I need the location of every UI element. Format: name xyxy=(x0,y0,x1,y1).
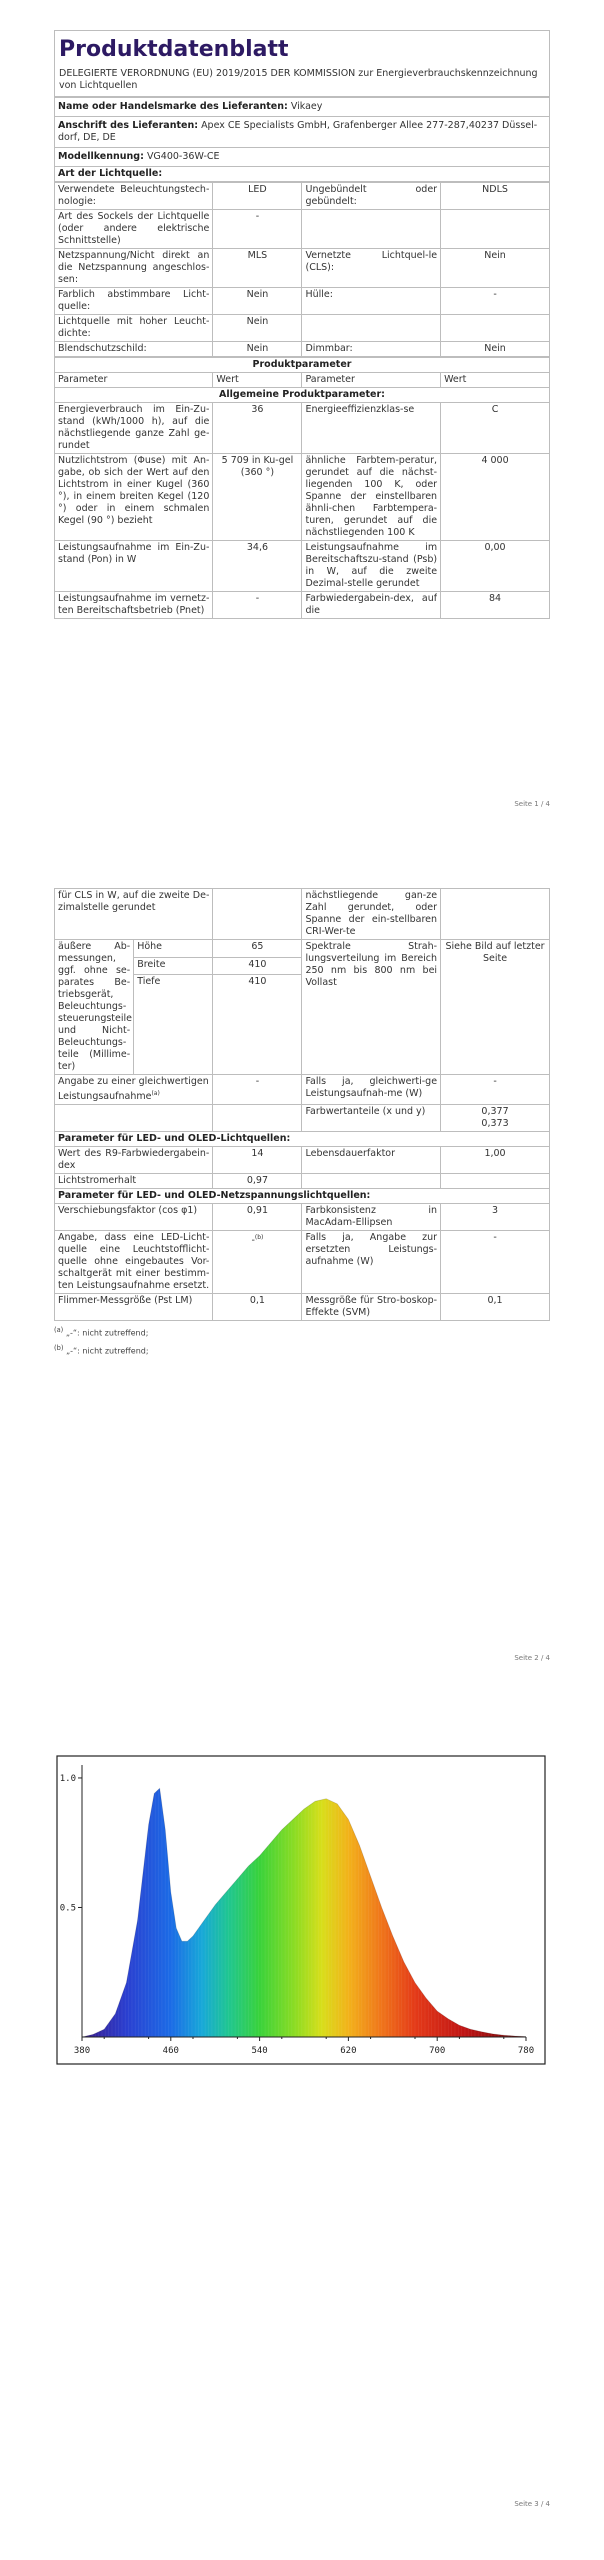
led-value-2-text: 1,00 xyxy=(484,1148,506,1160)
mains-value-2-text: 0,1 xyxy=(487,1295,503,1307)
dim-value: 410 xyxy=(213,957,302,975)
footnote-b-mark: (b) xyxy=(54,1343,64,1352)
spectral-distribution-chart xyxy=(56,1755,546,2065)
mains-value-1-text: 0,91 xyxy=(246,1205,268,1217)
type-value-2 xyxy=(441,183,550,210)
type-label-2-text: Vernetzte Lichtquel-le (CLS): xyxy=(305,250,438,273)
mains-row xyxy=(55,1231,550,1294)
params-table xyxy=(54,357,550,619)
footnote-a-mark: (a) xyxy=(54,1326,64,1335)
type-label-2-text: Dimmbar: xyxy=(305,343,353,354)
mains-label-2 xyxy=(302,1231,441,1294)
mains-row xyxy=(55,1294,550,1321)
spectral-label: Spektrale Strah-lungsverteilung im Bereich 250 nm bis 800 nm bei Vollast xyxy=(302,940,441,1075)
general-value-2-text: 4 000 xyxy=(481,455,509,466)
mains-value-2-text: - xyxy=(493,1232,497,1244)
type-label-2 xyxy=(302,210,441,249)
general-value-2-text: C xyxy=(491,404,499,415)
footnote-b-text: „-“: nicht zutreffend; xyxy=(65,1346,149,1356)
led-row xyxy=(55,1174,550,1189)
type-label-1 xyxy=(55,183,213,210)
dims-row-height xyxy=(55,940,550,958)
mains-label-2-text: Farbkonsistenz in MacAdam-Ellipsen xyxy=(305,1205,438,1229)
model-label: Modellkennung: xyxy=(58,151,144,162)
led-label-1-text: Wert des R9-Farbwiedergabein-dex xyxy=(58,1148,210,1172)
type-row xyxy=(55,210,550,249)
type-value-2-text: NDLS xyxy=(482,184,508,195)
type-value-2-text: Nein xyxy=(484,250,506,261)
color-empty-2 xyxy=(213,1105,302,1132)
x-tick-label: 460 xyxy=(162,2046,179,2056)
type-value-2 xyxy=(441,342,550,357)
header-box xyxy=(54,30,550,97)
x-tick-label: 380 xyxy=(73,2046,91,2056)
dim-value: 65 xyxy=(213,940,302,958)
general-label-2-text: Leistungsaufnahme im Bereitschaftszu-stand (Psb) in W, auf die zweite Dezimal-stelle gerundet xyxy=(305,542,438,589)
color-x: 0,377 xyxy=(481,1106,509,1118)
type-label-1 xyxy=(55,210,213,249)
color-y: 0,373 xyxy=(481,1118,509,1130)
general-label-2 xyxy=(302,592,441,619)
type-row xyxy=(55,315,550,342)
general-value-2 xyxy=(441,403,550,454)
type-value-1-text: - xyxy=(255,211,260,222)
type-section-row xyxy=(55,167,550,182)
product-params-heading: Produktparameter xyxy=(55,358,550,373)
page-1-content xyxy=(54,30,550,619)
mains-label-2 xyxy=(302,1204,441,1231)
led-label-2 xyxy=(302,1174,441,1189)
type-label-1 xyxy=(55,315,213,342)
general-value-1-text: 36 xyxy=(251,404,264,415)
type-label-2 xyxy=(302,288,441,315)
mains-label-2-text: Messgröße für Stro-boskop-Effekte (SVM) xyxy=(305,1295,438,1319)
led-section-heading: Parameter für LED- und OLED-Lichtquellen: xyxy=(55,1132,550,1147)
type-label-2 xyxy=(302,342,441,357)
led-label-2 xyxy=(302,1147,441,1174)
cont-value-1 xyxy=(213,889,302,940)
type-value-1 xyxy=(213,210,302,249)
model-row xyxy=(55,148,550,167)
general-value-1 xyxy=(213,541,302,592)
cont-label-2: nächstliegende gan-ze Zahl gerundet, oder Spanne der ein-stellbaren CRI-Wer-te xyxy=(302,889,441,940)
type-label-1-text: Lichtquelle mit hoher Leucht-dichte: xyxy=(58,316,210,339)
led-label-1 xyxy=(55,1147,213,1174)
type-label-1-text: Netzspannung/Nicht direkt an die Netzspannung angeschlos-sen: xyxy=(58,250,210,285)
cont-label-1: für CLS in W, auf die zweite De-zimalstelle gerundet xyxy=(55,889,213,940)
mains-row xyxy=(55,1204,550,1231)
mains-label-2-text: Falls ja, Angabe zur ersetzten Leistungs-aufnahme (W) xyxy=(305,1232,438,1268)
type-value-1 xyxy=(213,249,302,288)
led-value-1 xyxy=(213,1147,302,1174)
mains-value-1 xyxy=(213,1294,302,1321)
led-label-2-text: Lebensdauerfaktor xyxy=(305,1148,396,1160)
col-value-1: Wert xyxy=(213,373,302,388)
type-value-1-text: LED xyxy=(248,184,267,195)
type-value-1 xyxy=(213,183,302,210)
general-label-2-text: Energieeffizienzklas-se xyxy=(305,404,415,415)
equiv-sup: (a) xyxy=(151,1090,160,1097)
equiv-power-value: - xyxy=(441,1075,550,1105)
col-param-1: Parameter xyxy=(55,373,213,388)
x-tick-label: 700 xyxy=(429,2046,446,2056)
page-2-content xyxy=(54,888,550,1358)
general-value-1-text: 34,6 xyxy=(246,542,269,553)
page-1-footer: Seite 1 / 4 xyxy=(514,800,550,808)
type-value-1 xyxy=(213,288,302,315)
type-value-1-text: Nein xyxy=(246,343,269,354)
supplier-address-label: Anschrift des Lieferanten: xyxy=(58,120,199,131)
mains-label-1 xyxy=(55,1204,213,1231)
value-sup: (b) xyxy=(254,1234,264,1242)
type-label-1 xyxy=(55,342,213,357)
led-label-1-text: Lichtstromerhalt xyxy=(58,1175,137,1187)
general-label-1 xyxy=(55,403,213,454)
general-label-1-text: Nutzlichtstrom (Φuse) mit An-gabe, ob sich der Wert auf den Lichtstrom in einer Kugel (360 °), in einem breiten Kegel (120 °) oder in einem schmalen Kegel (90 °) bezieht xyxy=(58,455,210,526)
mains-value-2 xyxy=(441,1204,550,1231)
general-label-1 xyxy=(55,592,213,619)
mains-label-1-text: Flimmer-Messgröße (Pst LM) xyxy=(58,1295,193,1307)
general-params-row xyxy=(55,388,550,403)
x-tick-label: 620 xyxy=(340,2046,357,2056)
mains-section-row xyxy=(55,1189,550,1204)
equiv-label-cell xyxy=(55,1075,213,1105)
general-value-2 xyxy=(441,592,550,619)
general-params-heading: Allgemeine Produktparameter: xyxy=(55,388,550,403)
mains-label-1 xyxy=(55,1231,213,1294)
general-value-2-text: 84 xyxy=(488,593,502,604)
y-tick-label: 1.0 xyxy=(59,1773,76,1784)
general-row xyxy=(55,403,550,454)
general-row xyxy=(55,541,550,592)
type-table xyxy=(54,182,550,357)
color-values xyxy=(441,1105,550,1132)
color-label: Farbwertanteile (x und y) xyxy=(302,1105,441,1132)
type-row xyxy=(55,288,550,315)
dims-label: äußere Ab-messungen, ggf. ohne se-parates Be-triebsgerät, Beleuchtungs-steuerungsteile und Nicht-Beleuchtungs-teile (Millime-ter) xyxy=(55,940,134,1075)
general-label-2 xyxy=(302,454,441,541)
type-value-1-text: Nein xyxy=(246,289,269,300)
general-label-1-text: Leistungsaufnahme im Ein-Zu-stand (Pon) in W xyxy=(58,542,210,565)
led-label-1 xyxy=(55,1174,213,1189)
mains-label-1 xyxy=(55,1294,213,1321)
type-label-1-text: Verwendete Beleuchtungstech-nologie: xyxy=(58,184,210,207)
params-header-row xyxy=(55,373,550,388)
mains-value-1-text: - xyxy=(251,1235,255,1247)
type-label-2-text: Hülle: xyxy=(305,289,333,300)
type-value-2 xyxy=(441,210,550,249)
mains-label-1-text: Verschiebungsfaktor (cos φ1) xyxy=(58,1205,198,1217)
supplier-table xyxy=(54,97,550,182)
general-row xyxy=(55,454,550,541)
general-row xyxy=(55,592,550,619)
led-value-2 xyxy=(441,1174,550,1189)
type-label-2 xyxy=(302,183,441,210)
footnote-a-text: „-“: nicht zutreffend; xyxy=(65,1328,149,1338)
equiv-value: - xyxy=(213,1075,302,1105)
page-title: Produktdatenblatt xyxy=(59,37,289,62)
type-value-2-text: - xyxy=(493,289,497,300)
mains-value-2-text: 3 xyxy=(492,1205,499,1217)
type-label-2 xyxy=(302,315,441,342)
supplier-name-row xyxy=(55,98,550,117)
mains-label-1-text: Angabe, dass eine LED-Licht-quelle eine Leuchtstofflicht-quelle ohne eingebautes Vor-schaltgerät mit einer bestimm-ten Leistungsaufnahme ersetzt. xyxy=(58,1232,210,1292)
general-label-2 xyxy=(302,403,441,454)
type-value-1-text: Nein xyxy=(246,316,269,327)
x-tick-label: 540 xyxy=(251,2046,268,2056)
general-label-2-text: Farbwiedergabein-dex, auf die xyxy=(305,593,438,616)
general-label-1-text: Energieverbrauch im Ein-Zu-stand (kWh/1000 h), auf die nächstliegende ganze Zahl ge-rundet xyxy=(58,404,210,451)
y-tick-label: 0.5 xyxy=(59,1903,76,1914)
type-label-2-text: Ungebündelt oder gebündelt: xyxy=(305,184,438,207)
type-value-2 xyxy=(441,249,550,288)
supplier-name: Vikaey xyxy=(290,101,323,112)
col-value-2: Wert xyxy=(441,373,550,388)
mains-label-2 xyxy=(302,1294,441,1321)
product-params-row xyxy=(55,358,550,373)
model-value: VG400-36W-CE xyxy=(146,151,220,162)
page-2-table xyxy=(54,888,550,1321)
type-row xyxy=(55,183,550,210)
x-tick-label: 780 xyxy=(517,2046,535,2056)
dim-name: Höhe xyxy=(134,940,213,958)
type-row xyxy=(55,342,550,357)
mains-value-1 xyxy=(213,1231,302,1294)
footnote-a xyxy=(54,1323,550,1341)
cont-value-2 xyxy=(441,889,550,940)
type-label-2 xyxy=(302,249,441,288)
type-row xyxy=(55,249,550,288)
led-value-1-text: 0,97 xyxy=(246,1175,268,1187)
general-value-2 xyxy=(441,541,550,592)
page-2-footer: Seite 2 / 4 xyxy=(514,1654,550,1662)
type-value-1 xyxy=(213,342,302,357)
type-section-heading: Art der Lichtquelle: xyxy=(55,167,550,182)
footnotes xyxy=(54,1323,550,1358)
type-value-2 xyxy=(441,288,550,315)
led-section-row xyxy=(55,1132,550,1147)
color-row xyxy=(55,1105,550,1132)
col-param-2: Parameter xyxy=(302,373,441,388)
general-label-2-text: ähnliche Farbtem-peratur, gerundet auf die nächst-liegenden 100 K, oder Spanne der einstellbaren ähnli-chen Farbtempera-turen, gerundet auf die nächstliegenden 100 K xyxy=(305,455,438,538)
dim-name: Breite xyxy=(134,957,213,975)
dim-value: 410 xyxy=(213,975,302,1075)
general-value-1-text: 5 709 in Ku-gel (360 °) xyxy=(221,455,294,478)
supplier-address: Apex CE Specialists GmbH, Grafenberger Allee 277-287,40237 Düssel-dorf, DE, DE xyxy=(58,120,538,143)
general-label-1 xyxy=(55,541,213,592)
type-value-1 xyxy=(213,315,302,342)
color-empty-1 xyxy=(55,1105,213,1132)
general-label-2 xyxy=(302,541,441,592)
mains-value-1 xyxy=(213,1204,302,1231)
equiv-power-label: Falls ja, gleichwerti-ge Leistungsaufnah-me (W) xyxy=(302,1075,441,1105)
mains-value-2 xyxy=(441,1231,550,1294)
equiv-row xyxy=(55,1075,550,1105)
mains-section-heading: Parameter für LED- und OLED-Netzspannungslichtquellen: xyxy=(55,1189,550,1204)
general-label-1-text: Leistungsaufnahme im vernetz-ten Bereitschaftsbetrieb (Pnet) xyxy=(58,593,210,616)
type-value-2-text: Nein xyxy=(484,343,506,354)
type-label-1 xyxy=(55,288,213,315)
type-value-1-text: MLS xyxy=(247,250,268,261)
page-3-footer: Seite 3 / 4 xyxy=(514,2500,550,2508)
led-value-1-text: 14 xyxy=(251,1148,264,1160)
continued-row xyxy=(55,889,550,940)
type-label-1-text: Art des Sockels der Lichtquelle (oder andere elektrische Schnittstelle) xyxy=(58,211,210,246)
type-label-1-text: Farblich abstimmbare Licht-quelle: xyxy=(58,289,210,312)
general-value-1 xyxy=(213,592,302,619)
regulation-text: DELEGIERTE VERORDNUNG (EU) 2019/2015 DER KOMMISSION zur Energieverbrauchskennzeichnung von Lichtquellen xyxy=(59,68,538,91)
footnote-b xyxy=(54,1341,550,1359)
led-row xyxy=(55,1147,550,1174)
general-value-2-text: 0,00 xyxy=(484,542,506,553)
supplier-address-row xyxy=(55,117,550,148)
type-value-2 xyxy=(441,315,550,342)
equiv-label: Angabe zu einer gleichwertigen Leistungsaufnahme xyxy=(58,1076,209,1103)
mains-value-2 xyxy=(441,1294,550,1321)
led-value-2 xyxy=(441,1147,550,1174)
led-value-1 xyxy=(213,1174,302,1189)
general-value-1 xyxy=(213,403,302,454)
general-label-1 xyxy=(55,454,213,541)
mains-value-1-text: 0,1 xyxy=(249,1295,265,1307)
supplier-name-label: Name oder Handelsmarke des Lieferanten: xyxy=(58,101,288,112)
dim-name: Tiefe xyxy=(134,975,213,1075)
general-value-1-text: - xyxy=(255,593,260,604)
type-label-1 xyxy=(55,249,213,288)
type-label-1-text: Blendschutzschild: xyxy=(58,343,147,354)
general-value-2 xyxy=(441,454,550,541)
general-value-1 xyxy=(213,454,302,541)
spectral-value: Siehe Bild auf letzter Seite xyxy=(441,940,550,1075)
